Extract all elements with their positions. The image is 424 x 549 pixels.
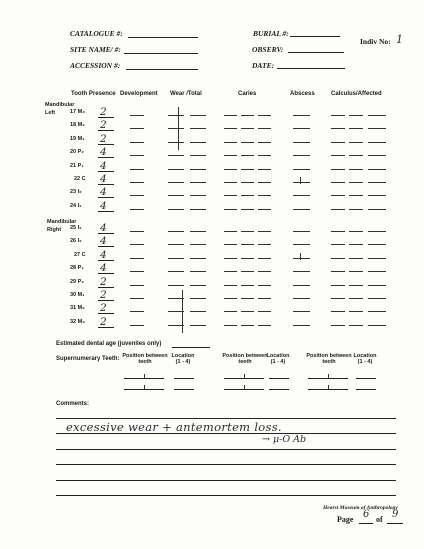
caries-field-3[interactable] [258, 258, 271, 259]
development-field[interactable] [130, 298, 144, 299]
presence-value: 4 [100, 146, 107, 159]
observ-field[interactable] [288, 52, 344, 53]
caries-field-2[interactable] [241, 231, 254, 232]
abscess-field[interactable] [293, 155, 310, 156]
location-field[interactable] [174, 389, 194, 390]
caries-field-2[interactable] [241, 142, 254, 143]
total-field[interactable] [190, 258, 206, 259]
caries-field-2[interactable] [241, 182, 254, 183]
location-field[interactable] [269, 389, 289, 390]
development-field[interactable] [130, 258, 144, 259]
wear-field[interactable] [168, 258, 184, 259]
total-field[interactable] [190, 244, 206, 245]
development-field[interactable] [130, 285, 144, 286]
caries-field-3[interactable] [258, 128, 271, 129]
accession-field[interactable] [126, 69, 198, 70]
abscess-field[interactable] [293, 258, 310, 259]
total-field[interactable] [190, 195, 206, 196]
position-field[interactable] [308, 389, 348, 390]
calculus-field-1[interactable] [331, 128, 345, 129]
wear-field[interactable] [168, 195, 184, 196]
abscess-field[interactable] [293, 285, 310, 286]
total-field[interactable] [190, 325, 206, 326]
calculus-field-2[interactable] [349, 142, 363, 143]
total-field[interactable] [190, 209, 206, 210]
caries-field-2[interactable] [241, 325, 254, 326]
total-field[interactable] [190, 169, 206, 170]
caries-field-3[interactable] [258, 195, 271, 196]
total-field[interactable] [190, 115, 206, 116]
abscess-field[interactable] [293, 271, 310, 272]
col-tooth-presence: Tooth Presence [71, 91, 116, 97]
abscess-field[interactable] [293, 298, 310, 299]
caries-field-1[interactable] [224, 298, 237, 299]
comment-handwriting-1: excessive wear + antemortem loss. [66, 420, 282, 434]
total-field[interactable] [190, 271, 206, 272]
caries-field-3[interactable] [258, 231, 271, 232]
comment-handwriting-2: → μ-O Ab [262, 434, 307, 445]
calculus-field-1[interactable] [331, 169, 345, 170]
position-divider [144, 374, 145, 378]
caries-field-1[interactable] [224, 128, 237, 129]
abscess-field[interactable] [293, 325, 310, 326]
caries-field-3[interactable] [258, 298, 271, 299]
development-field[interactable] [130, 271, 144, 272]
caries-field-3[interactable] [258, 115, 271, 116]
col-caries: Caries [238, 91, 257, 97]
presence-value: 4 [100, 159, 107, 172]
presence-value: 4 [100, 248, 107, 261]
abscess-field[interactable] [293, 311, 310, 312]
presence-value: 2 [100, 132, 107, 145]
tooth-label: 25 I₁ [70, 225, 82, 231]
development-field[interactable] [130, 231, 144, 232]
calculus-field-3[interactable] [368, 258, 386, 259]
caries-field-1[interactable] [224, 258, 237, 259]
caries-field-3[interactable] [258, 155, 271, 156]
comment-line-3[interactable] [56, 449, 396, 450]
location-header: Location (1 - 4) [266, 353, 290, 365]
caries-field-3[interactable] [258, 182, 271, 183]
museum-name: Hearst Museum of Anthropology [323, 505, 398, 511]
abscess-field[interactable] [293, 128, 310, 129]
wear-field[interactable] [168, 182, 184, 183]
calculus-field-1[interactable] [331, 155, 345, 156]
calculus-field-2[interactable] [349, 258, 363, 259]
position-field[interactable] [124, 389, 164, 390]
position-header: Position between teeth [306, 353, 352, 365]
date-field[interactable] [277, 68, 345, 69]
calculus-field-1[interactable] [331, 209, 345, 210]
calculus-field-3[interactable] [368, 325, 386, 326]
position-field[interactable] [224, 378, 264, 379]
calculus-field-3[interactable] [368, 142, 386, 143]
tooth-label: 24 I₁ [70, 202, 82, 209]
presence-value: 2 [100, 106, 107, 118]
calculus-field-1[interactable] [331, 311, 345, 312]
caries-field-2[interactable] [241, 285, 254, 286]
calculus-field-3[interactable] [368, 128, 386, 129]
of-label: of [376, 515, 383, 524]
location-header: Location (1 - 4) [171, 353, 195, 365]
abscess-field[interactable] [293, 209, 310, 210]
calculus-field-3[interactable] [368, 155, 386, 156]
position-header: Position between teeth [122, 353, 168, 365]
presence-value: 4 [100, 222, 107, 234]
section-right-line2: Right [47, 227, 62, 233]
calculus-field-2[interactable] [349, 209, 363, 210]
caries-field-3[interactable] [258, 311, 271, 312]
calculus-field-2[interactable] [349, 195, 363, 196]
indiv-value: 1 [396, 33, 403, 46]
calculus-field-3[interactable] [368, 209, 386, 210]
wear-field[interactable] [168, 244, 184, 245]
section-right-line1: Mandibular [47, 219, 77, 225]
presence-value: 4 [100, 235, 107, 248]
caries-field-1[interactable] [224, 311, 237, 312]
location-field[interactable] [356, 378, 376, 379]
caries-field-1[interactable] [224, 209, 237, 210]
tooth-label: 26 I₂ [70, 238, 82, 245]
col-abscess: Abscess [290, 91, 315, 97]
abscess-field[interactable] [293, 244, 310, 245]
burial-label: BURIAL #: [253, 29, 289, 38]
position-divider [244, 385, 245, 389]
caries-field-1[interactable] [224, 285, 237, 286]
development-field[interactable] [130, 169, 144, 170]
calculus-field-3[interactable] [368, 169, 386, 170]
site-field[interactable] [124, 53, 198, 54]
calculus-field-2[interactable] [349, 231, 363, 232]
calculus-field-2[interactable] [349, 128, 363, 129]
calculus-field-3[interactable] [368, 115, 386, 116]
tooth-label: 30 M₁ [70, 292, 85, 298]
development-field[interactable] [130, 155, 144, 156]
section-left-line2: Left [45, 110, 56, 116]
presence-value: 2 [100, 315, 107, 328]
presence-value: 4 [100, 199, 107, 212]
wear-field[interactable] [168, 115, 184, 116]
total-field[interactable] [190, 285, 206, 286]
comments-label: Comments: [56, 401, 90, 407]
caries-field-2[interactable] [241, 155, 254, 156]
total-field[interactable] [190, 311, 206, 312]
comment-line-5[interactable] [56, 480, 396, 481]
col-calculus: Calculus/Affected [331, 91, 382, 97]
calculus-field-1[interactable] [331, 244, 345, 245]
caries-field-3[interactable] [258, 285, 271, 286]
position-field[interactable] [124, 378, 164, 379]
caries-field-2[interactable] [241, 311, 254, 312]
caries-field-1[interactable] [224, 271, 237, 272]
position-field[interactable] [224, 389, 264, 390]
page-label: Page [337, 515, 354, 524]
supernumerary-label: Supernumerary Teeth: [56, 356, 120, 362]
caries-field-1[interactable] [224, 142, 237, 143]
tooth-label: 27 C [74, 251, 86, 258]
calculus-field-1[interactable] [331, 271, 345, 272]
wear-field[interactable] [168, 285, 184, 286]
abscess-field[interactable] [293, 169, 310, 170]
total-field[interactable] [190, 142, 206, 143]
caries-field-2[interactable] [241, 115, 254, 116]
development-field[interactable] [130, 115, 144, 116]
caries-field-3[interactable] [258, 244, 271, 245]
calculus-field-3[interactable] [368, 298, 386, 299]
col-wear: Wear /Total [170, 91, 202, 97]
total-field[interactable] [190, 128, 206, 129]
calculus-field-3[interactable] [368, 195, 386, 196]
comment-line-4[interactable] [56, 464, 396, 465]
presence-value: 4 [100, 262, 107, 275]
caries-field-2[interactable] [241, 195, 254, 196]
wear-field[interactable] [168, 271, 184, 272]
position-divider [328, 374, 329, 378]
calculus-field-2[interactable] [349, 325, 363, 326]
caries-field-3[interactable] [258, 271, 271, 272]
total-field[interactable] [190, 182, 206, 183]
site-label: SITE NAME/ #: [70, 45, 121, 54]
calculus-field-1[interactable] [331, 258, 345, 259]
page-num: 6 [363, 509, 370, 520]
caries-field-1[interactable] [224, 195, 237, 196]
calculus-field-2[interactable] [349, 311, 363, 312]
calculus-field-1[interactable] [331, 325, 345, 326]
calculus-field-2[interactable] [349, 244, 363, 245]
caries-field-2[interactable] [241, 128, 254, 129]
presence-value: 4 [100, 186, 107, 199]
caries-field-3[interactable] [258, 142, 271, 143]
calculus-field-1[interactable] [331, 115, 345, 116]
abscess-tick-mark [300, 177, 301, 184]
total-field[interactable] [190, 298, 206, 299]
wear-field[interactable] [168, 169, 184, 170]
development-field[interactable] [130, 182, 144, 183]
tooth-label: 21 P₁ [70, 162, 84, 169]
tooth-label: 31 M₂ [70, 305, 85, 312]
comment-line-6[interactable] [56, 495, 396, 496]
caries-field-1[interactable] [224, 169, 237, 170]
presence-value: 2 [100, 275, 107, 288]
wear-field[interactable] [168, 155, 184, 156]
tooth-label: 29 P₂ [70, 278, 84, 285]
calculus-field-3[interactable] [368, 311, 386, 312]
caries-field-2[interactable] [241, 209, 254, 210]
wear-field[interactable] [168, 142, 184, 143]
abscess-field[interactable] [293, 142, 310, 143]
caries-field-1[interactable] [224, 115, 237, 116]
total-field[interactable] [190, 231, 206, 232]
calculus-field-1[interactable] [331, 182, 345, 183]
wear-field[interactable] [168, 128, 184, 129]
caries-field-1[interactable] [224, 155, 237, 156]
catalogue-field[interactable] [128, 37, 198, 38]
calculus-field-2[interactable] [349, 271, 363, 272]
dental-age-field[interactable] [172, 347, 210, 348]
abscess-field[interactable] [293, 115, 310, 116]
position-field[interactable] [308, 378, 348, 379]
abscess-field[interactable] [293, 182, 310, 183]
calculus-field-2[interactable] [349, 298, 363, 299]
development-field[interactable] [130, 244, 144, 245]
position-divider [328, 385, 329, 389]
calculus-field-1[interactable] [331, 231, 345, 232]
tooth-label: 18 M₂ [70, 122, 85, 129]
development-field[interactable] [130, 311, 144, 312]
presence-value: 2 [100, 119, 107, 132]
caries-field-2[interactable] [241, 244, 254, 245]
caries-field-2[interactable] [241, 298, 254, 299]
development-field[interactable] [130, 142, 144, 143]
calculus-field-3[interactable] [368, 244, 386, 245]
caries-field-1[interactable] [224, 244, 237, 245]
calculus-field-1[interactable] [331, 195, 345, 196]
development-field[interactable] [130, 195, 144, 196]
caries-field-3[interactable] [258, 169, 271, 170]
wear-field[interactable] [168, 209, 184, 210]
presence-value: 2 [100, 289, 107, 301]
position-header: Position between teeth [222, 353, 268, 365]
page-total-line [387, 523, 403, 524]
caries-field-2[interactable] [241, 169, 254, 170]
calculus-field-1[interactable] [331, 142, 345, 143]
location-field[interactable] [356, 389, 376, 390]
calculus-field-2[interactable] [349, 182, 363, 183]
calculus-field-2[interactable] [349, 115, 363, 116]
calculus-field-2[interactable] [349, 169, 363, 170]
wear-field[interactable] [168, 231, 184, 232]
total-field[interactable] [190, 155, 206, 156]
location-field[interactable] [174, 378, 194, 379]
calculus-field-1[interactable] [331, 285, 345, 286]
burial-field[interactable] [290, 36, 340, 37]
location-field[interactable] [269, 378, 289, 379]
calculus-field-3[interactable] [368, 271, 386, 272]
caries-field-1[interactable] [224, 231, 237, 232]
abscess-field[interactable] [293, 195, 310, 196]
development-field[interactable] [130, 325, 144, 326]
caries-field-1[interactable] [224, 325, 237, 326]
col-development: Development [120, 91, 158, 97]
page-num-line [359, 523, 373, 524]
calculus-field-3[interactable] [368, 285, 386, 286]
page-total: 9 [392, 509, 399, 520]
comment-line-1[interactable] [56, 418, 396, 419]
tooth-label: 22 C [74, 176, 86, 182]
tooth-label: 23 I₂ [70, 189, 82, 196]
caries-field-3[interactable] [258, 325, 271, 326]
wear-tick-mark [178, 134, 179, 150]
dental-age-label: Estimated dental age (juveniles only) [56, 341, 162, 347]
caries-field-2[interactable] [241, 271, 254, 272]
tooth-label: 17 M₃ [70, 109, 85, 115]
development-field[interactable] [130, 209, 144, 210]
tooth-label: 32 M₃ [70, 318, 85, 325]
date-label: DATE: [252, 61, 275, 70]
caries-field-3[interactable] [258, 209, 271, 210]
calculus-field-2[interactable] [349, 155, 363, 156]
abscess-field[interactable] [293, 231, 310, 232]
tooth-label: 28 P₁ [70, 265, 84, 272]
calculus-field-1[interactable] [331, 298, 345, 299]
section-left-line1: Mandibular [45, 102, 75, 108]
tooth-label: 19 M₁ [70, 135, 85, 142]
accession-label: ACCESSION #: [70, 61, 121, 70]
presence-value: 4 [100, 173, 107, 185]
calculus-field-2[interactable] [349, 285, 363, 286]
calculus-field-3[interactable] [368, 182, 386, 183]
catalogue-label: CATALOGUE #: [70, 29, 123, 38]
observ-label: OBSERV: [252, 45, 284, 54]
caries-field-2[interactable] [241, 258, 254, 259]
wear-tick-mark [182, 317, 183, 333]
development-field[interactable] [130, 128, 144, 129]
presence-value: 2 [100, 302, 107, 315]
location-header: Location (1 - 4) [353, 353, 377, 365]
caries-field-1[interactable] [224, 182, 237, 183]
tooth-label: 20 P₂ [70, 149, 84, 156]
abscess-tick-mark [300, 253, 301, 260]
calculus-field-3[interactable] [368, 231, 386, 232]
position-divider [144, 385, 145, 389]
indiv-label: Indiv No: [360, 37, 391, 46]
position-divider [244, 374, 245, 378]
